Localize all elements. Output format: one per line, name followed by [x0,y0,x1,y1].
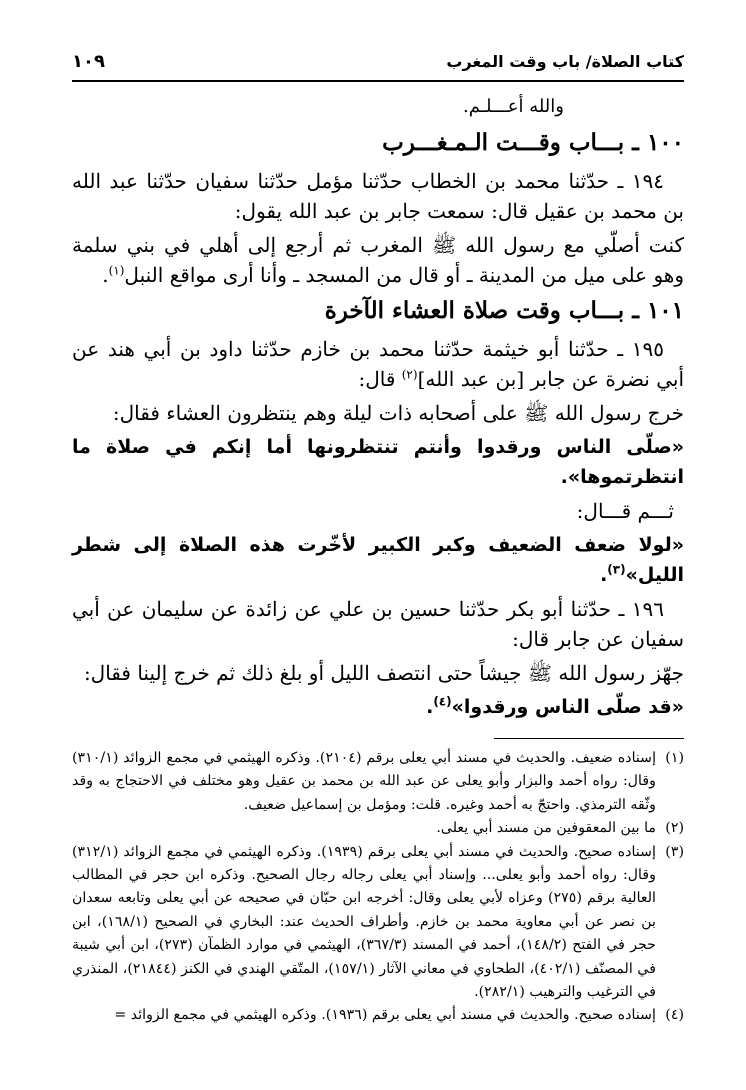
footnote-divider [494,738,684,739]
footnote-ref-4: (٤) [433,694,452,709]
hadith-195-thumma: ثـــم قـــال: [576,499,674,523]
hadith-195-quote-end: . [560,466,568,488]
footnote-text: إسناده صحيح. والحديث في مسند أبي يعلى برقم (١٩٣٩). وذكره الهيثمي في مجمع الزوائد (٣١٢/١) وقال: رواه أحمد وأبو يعلى... وإسناد أبي يعلى رجاله رجال الصحيح. وذكره ابن حجر في المطالب العالية برقم (٢٧٥) وعزاه لأبي يعلى وقال: أخرجه ابن حبّان في صحيحه عن أبي يعلى وتابعه سعدان بن نصر عن أبي معاوية محمد بن خازم. وأطراف الحديث عند: البخاري في الصحيح (١٦٨/١)، ابن حجر في الفتح (١٤٨/٢)، أحمد في المسند (٣٦٧/٣)، الهيثمي في موارد الظمآن (٢٧٣)، ابن أبي شيبة في المصنّف (٤٠٢/١)، الطحاوي في معاني الآثار (١٥٧/١)، المتّقي الهندي في الكنز (٢١٨٤٤)، المنذري في الترغيب والترهيب (٢٨٢/١). [72,843,656,1001]
footnote-ref-3: (٣) [607,562,626,577]
closing-phrase: والله أعـــلـم. [462,96,564,117]
footnote-ref-2: (٢) [401,367,418,382]
hadith-195-quote2: «لولا ضعف الضعيف وكبر الكبير لأخّرت هذه الصلاة إلى شطر الليل»$^{(٣)}$. [72,534,684,586]
hadith-195-isnad [72,334,684,394]
footnote-ref-1: (١) [108,263,125,278]
footnote-number: (٣) [665,843,684,860]
footnote-4 [72,1004,684,1027]
running-title: كتاب الصلاة/ باب وقت المغرب [446,51,684,71]
hadith-195-intro: خرج رسول الله ﷺ على أصحابه ذات ليلة وهم ينتظرون العشاء فقال: [112,401,684,425]
footnote-number: (٢) [665,820,684,837]
footnote-text: إسناده ضعيف. والحديث في مسند أبي يعلى برقم (٢١٠٤). وذكره الهيثمي في مجمع الزوائد (٣١٠/١) وقال: رواه أحمد والبزار وأبو يعلى عن عبد الله بن محمد بن عقيل وهو مختلف في الاحتجاج به وقد وثّقه الترمذي. واحتجّ به أحمد وغيره. قلت: ومؤمل بن إسماعيل ضعيف. [72,750,657,813]
footnote-text: ما بين المعقوفين من مسند أبي يعلى. [436,820,656,837]
hadith-196-quote-text: «قد صلّى الناس ورقدوا» [451,696,684,718]
footnote-number: (٤) [665,1007,684,1024]
hadith-195-quote-text: «صلّى الناس ورقدوا وأنتم تنتظرونها أما إنكم في صلاة ما انتظرتموها» [72,436,684,488]
page-number: ١٠٩ [72,50,105,72]
hadith-195-qal: قال: [358,367,402,391]
hadith-194-matn-text: كنت أصلّي مع رسول الله ﷺ المغرب ثم أرجع إلى أهلي في بني سلمة وهو على ميل من المدينة ـ أو قال من المسجد ـ وأنا أرى مواقع النبل [72,233,684,287]
footnote-number: (١) [665,750,684,766]
hadith-195-quote2-text: «لولا ضعف الضعيف وكبر الكبير لأخّرت هذه الصلاة إلى شطر الليل» [72,534,684,586]
footnotes [72,747,684,1028]
footnote-3 [72,841,684,1005]
main-text [72,92,684,722]
chapter-heading-101: ١٠١ ـ بـــاب وقت صلاة العشاء الآخرة [324,297,684,324]
hadith-196-isnad: ١٩٦ ـ حدّثنا أبو بكر حدّثنا حسين بن علي عن زائدة عن سليمان عن أبي سفيان عن جابر قال: [72,597,684,651]
hadith-194-matn: كنت أصلّي مع رسول الله ﷺ المغرب ثم أرجع إلى أهلي في بني سلمة وهو على ميل من المدينة ـ أو قال من المسجد ـ وأنا أرى مواقع النبل$^{(١)}$. [72,233,684,287]
chapter-heading-100: ١٠٠ ـ بـــاب وقـــت الـمـغـــرب [382,129,684,156]
footnote-2 [72,817,684,840]
hadith-195-quote [72,432,684,492]
hadith-195-isnad-text: ١٩٥ ـ حدّثنا أبو خيثمة حدّثنا محمد بن خازم حدّثنا داود بن أبي هند عن أبي نضرة عن جابر [بن عبد الله] [72,337,684,391]
footnote-1 [72,747,684,817]
hadith-194-isnad: ١٩٤ ـ حدّثنا محمد بن الخطاب حدّثنا مؤمل حدّثنا سفيان حدّثنا عبد الله بن محمد بن عقيل قال: سمعت جابر بن عبد الله يقول: [72,169,684,223]
hadith-196-quote: «قد صلّى الناس ورقدوا»$^{(٤)}$. [426,694,684,718]
page-header [72,42,684,82]
footnote-text: إسناده صحيح. والحديث في مسند أبي يعلى برقم (١٩٣٦). وذكره الهيثمي في مجمع الزوائد = [114,1007,656,1024]
hadith-196-intro: جهّز رسول الله ﷺ جيشاً حتى انتصف الليل أو بلغ ذلك ثم خرج إلينا فقال: [83,661,684,685]
